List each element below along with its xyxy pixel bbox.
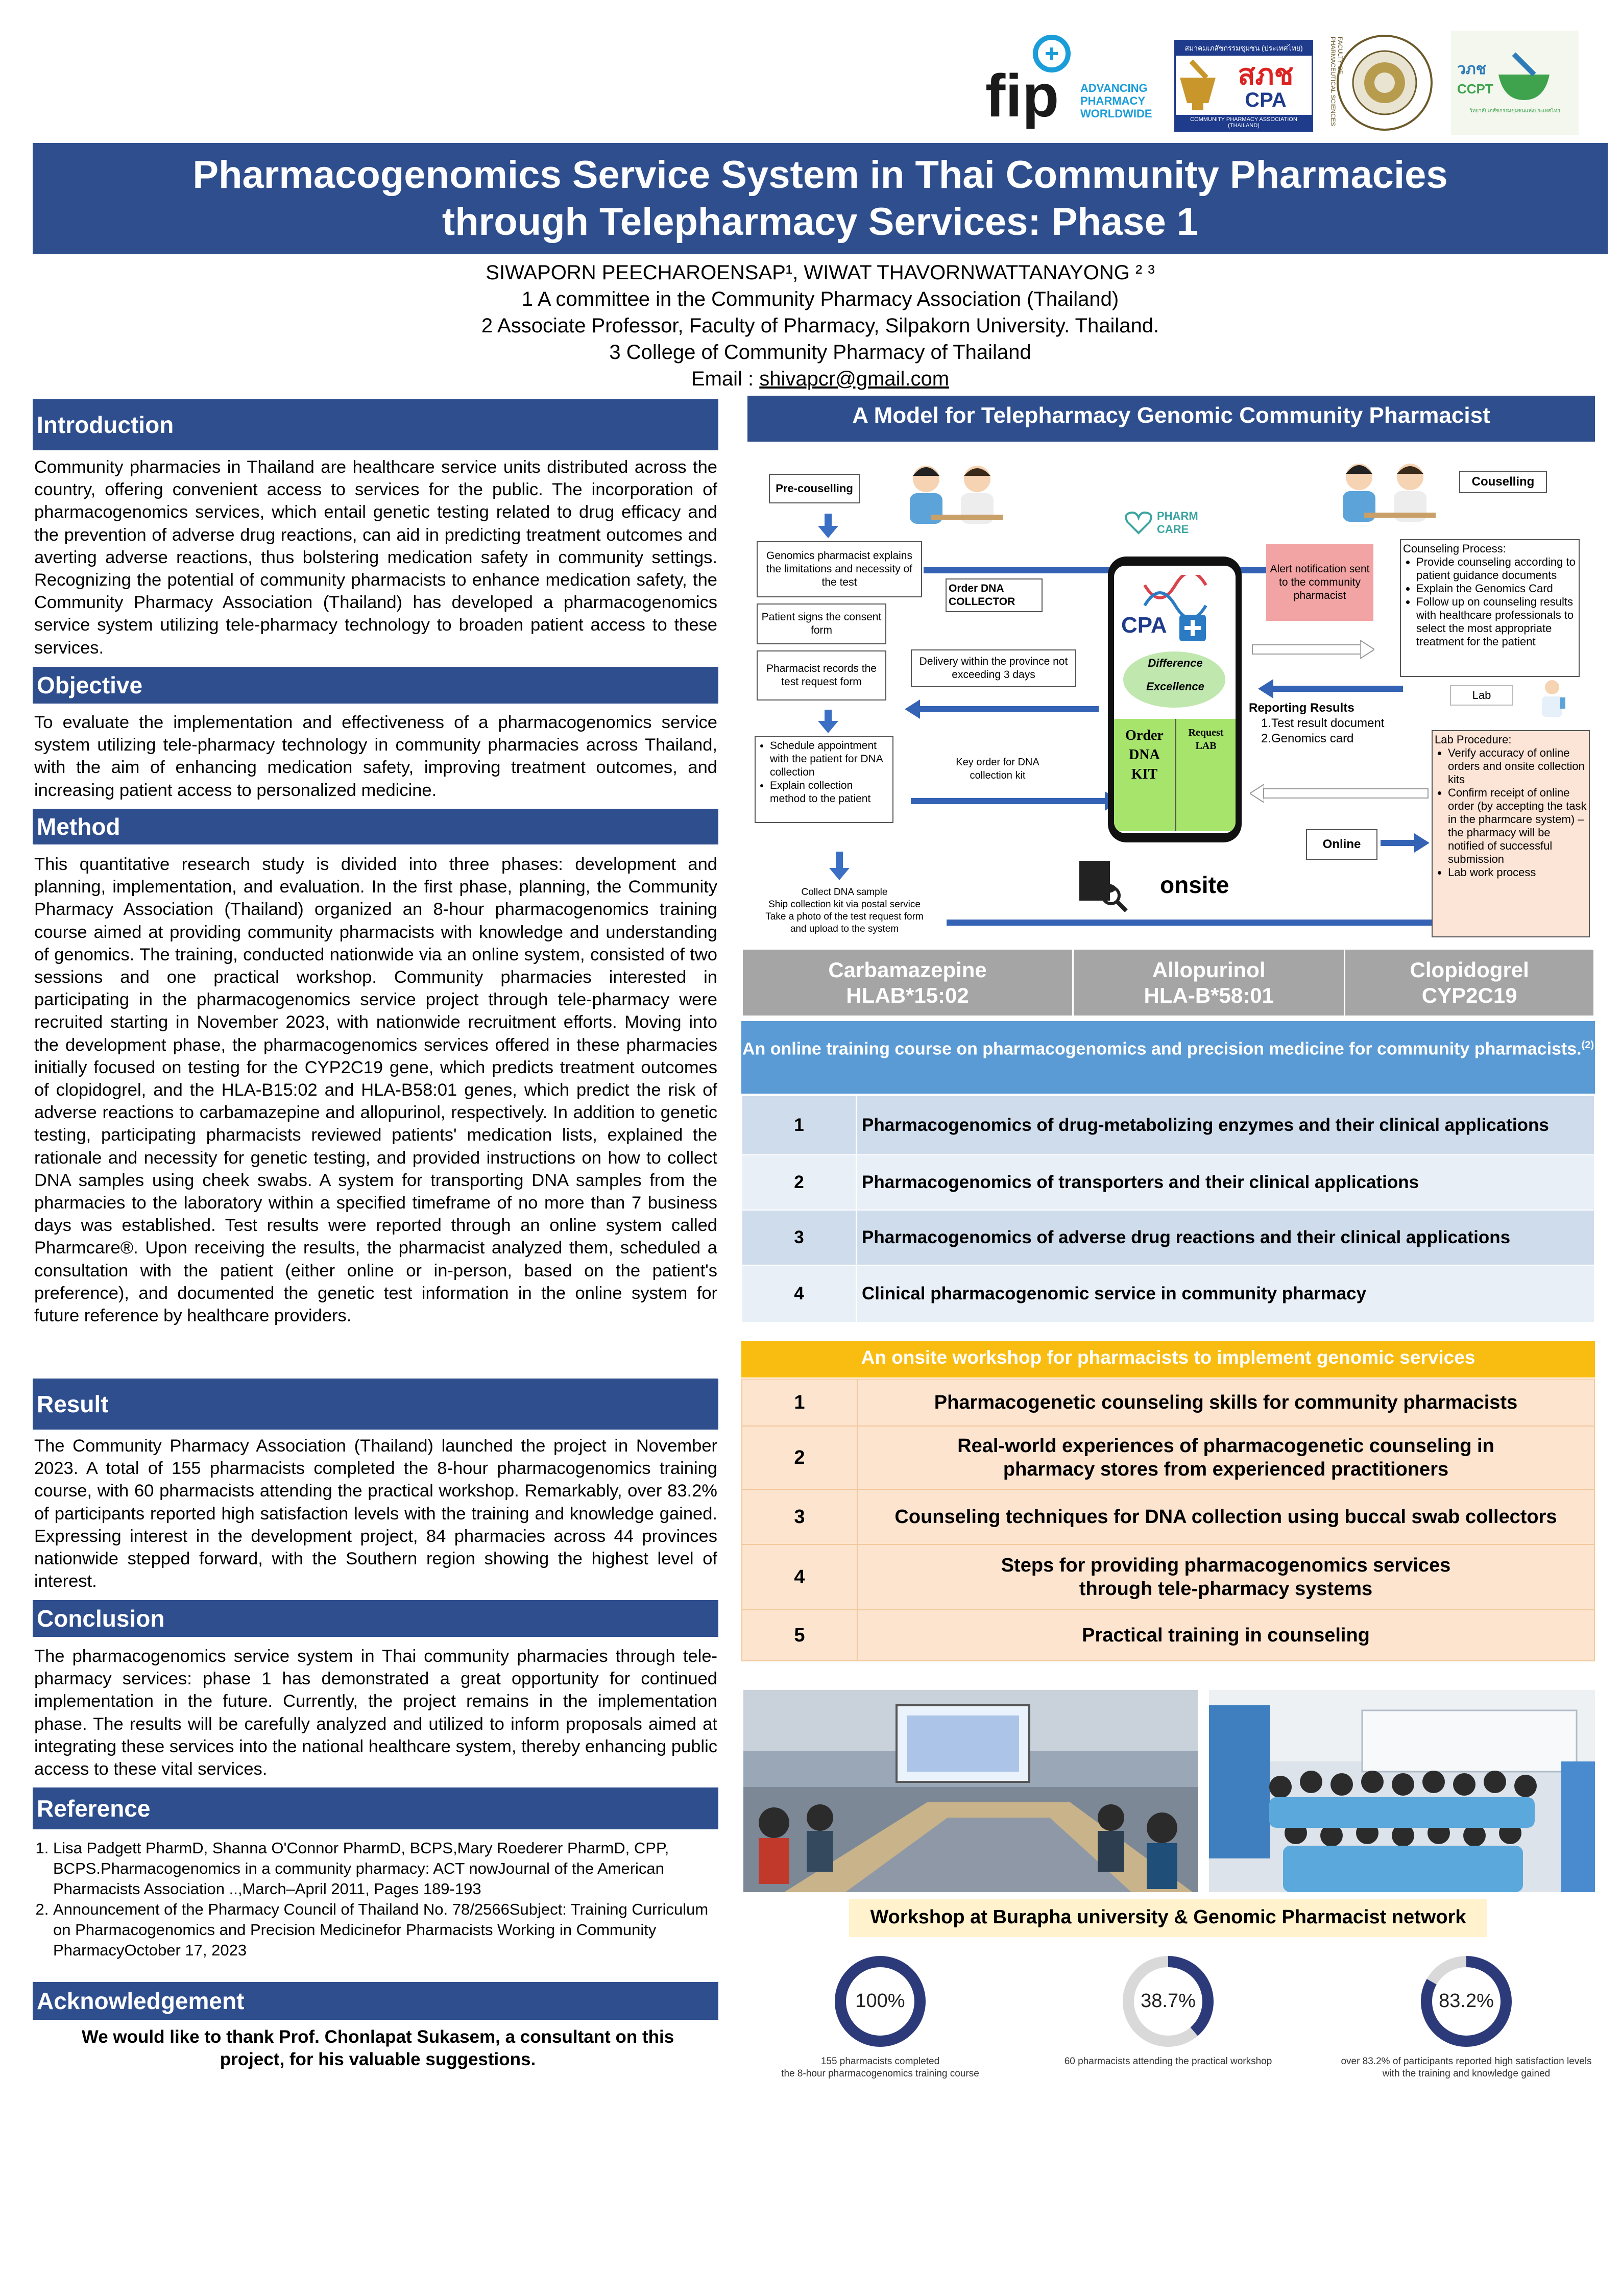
objective-text: To evaluate the implementation and effectiveness of a pharmacogenomics service system utilizing tele-pharmacy technology in community pharmacies across Thailand, with the aim of enhancing medication safety, improving treatment outcomes, and increasing patient access to personalized medicine. xyxy=(34,713,717,800)
lab-procedure-item: • Confirm receipt of online order (by accepting the task in the pharmcare system) – the pharmacy will be notified of successful submission xyxy=(1448,786,1587,866)
counselling-label: Couselling xyxy=(1459,471,1547,493)
dna-helix-icon xyxy=(1140,575,1211,616)
collect-dna-line: Take a photo of the test request form xyxy=(765,911,924,922)
fip-tagline: ADVANCING PHARMACY WORLDWIDE xyxy=(1080,82,1152,120)
table-row xyxy=(742,1610,1594,1661)
online-course-heading-text: An online training course on pharmacogenomics and precision medicine for community pharmacists. xyxy=(742,1039,1582,1059)
stat-caption-line: the 8-hour pharmacogenomics training course xyxy=(781,2068,979,2079)
row-text: Counseling techniques for DNA collection using buccal swab collectors xyxy=(857,1489,1594,1544)
cpa-bottom-text: COMMUNITY PHARMACY ASSOCIATION (THAILAND) xyxy=(1176,115,1312,130)
stat-value: 83.2% xyxy=(1439,1990,1494,2012)
down-arrow xyxy=(818,710,838,733)
patient-signs-step: Patient signs the consent form xyxy=(757,603,886,644)
reference-list xyxy=(33,1838,718,1961)
phone-slogan-line: Excellence xyxy=(1146,680,1204,693)
pre-counselling-label: Pre-couselling xyxy=(769,474,860,503)
row-number: 2 xyxy=(742,1155,856,1210)
order-dna-collector-step: Order DNA COLLECTOR xyxy=(946,578,1043,612)
stat-caption-line: with the training and knowledge gained xyxy=(1382,2068,1551,2079)
online-course-table xyxy=(741,1095,1595,1323)
counselling-illustration xyxy=(1334,456,1441,528)
collect-dna-line: Collect DNA sample xyxy=(801,887,888,898)
reference-heading: Reference xyxy=(33,1787,718,1829)
row-text: Pharmacogenomics of transporters and their clinical applications xyxy=(856,1155,1594,1210)
stat-value: 38.7% xyxy=(1141,1990,1196,2012)
objective-heading: Objective xyxy=(33,667,718,704)
stat-caption-line: 60 pharmacists attending the practical workshop xyxy=(1064,2056,1272,2067)
row-number: 4 xyxy=(742,1265,856,1322)
group-photo xyxy=(1209,1690,1595,1892)
collect-dna-line: and upload to the system xyxy=(790,924,899,934)
method-heading: Method xyxy=(33,809,718,844)
schedule-item: • Explain collection method to the patient xyxy=(770,779,890,806)
mortar-pestle-icon xyxy=(1493,49,1555,105)
drug-cell xyxy=(1345,949,1594,1017)
stat-donut xyxy=(1420,1955,1512,2047)
schedule-step xyxy=(755,736,893,823)
poster-title-banner xyxy=(33,143,1608,254)
fip-logo xyxy=(985,31,1159,133)
ccpt-thai-text: วภช xyxy=(1457,60,1486,78)
stat-donut xyxy=(1122,1955,1214,2047)
gene-name: CYP2C19 xyxy=(1421,983,1517,1007)
pharmcare-badge xyxy=(1124,510,1213,536)
database-search-icon xyxy=(1074,858,1130,914)
stat-caption xyxy=(753,2056,1008,2080)
model-diagram xyxy=(747,443,1595,944)
table-row xyxy=(742,1426,1594,1489)
poster-title-line-1: Pharmacogenomics Service System in Thai Community Pharmacies xyxy=(192,153,1448,197)
online-course-heading-sup: (2) xyxy=(1581,1040,1594,1051)
model-heading: A Model for Telepharmacy Genomic Community Pharmacist xyxy=(747,396,1595,442)
counseling-process-item: • Follow up on counseling results with healthcare professionals to select the most appropriate treatment for the patient xyxy=(1416,595,1577,648)
cpa-logo xyxy=(1174,40,1313,132)
drug-gene-table xyxy=(741,948,1595,1017)
online-label: Online xyxy=(1306,829,1377,860)
drug-name: Allopurinol xyxy=(1152,957,1266,982)
introduction-text: Community pharmacies in Thailand are healthcare service units distributed across the country, offering convenient access to services for the public. The incorporation of pharmacogenomics services, which entail genetic testing related to drug efficacy and the prevention of adverse drug reactions, can aid in predicting treatment outcomes and averting adverse reactions, thus bolstering medication safety in community settings. Recognizing the potential of community pharmacists to enhance medication safety, the Community Pharmacy Association (Thailand) has developed a pharmacogenomics service system utilizing tele-pharmacy technology to broaden patient access to these services. xyxy=(34,457,717,658)
down-arrow xyxy=(829,852,850,880)
collect-dna-line: Ship collection kit via postal service xyxy=(768,899,921,910)
row-number: 3 xyxy=(742,1489,857,1544)
schedule-item: • Schedule appointment with the patient for DNA collection xyxy=(770,739,890,779)
row-text: Practical training in counseling xyxy=(857,1610,1594,1661)
lab-procedure-box xyxy=(1432,730,1590,937)
conclusion-text: The pharmacogenomics service system in Thai community pharmacies through tele-pharmacy services: phase 1 has demonstrated a great opportunity for continued implementation in the future. Currently, the project remains in the implementation phase. The results will be carefully analyzed and utilized to inform proposals aimed at integrating these services into the national healthcare system, thereby enhancing public access to these vital services. xyxy=(34,1647,717,1779)
gene-name: HLA-B*58:01 xyxy=(1144,983,1274,1007)
reporting-item: 2.Genomics card xyxy=(1261,732,1354,745)
onsite-workshop-heading: An onsite workshop for pharmacists to implement genomic services xyxy=(741,1341,1595,1377)
counseling-process-title: Counseling Process: xyxy=(1403,542,1506,555)
collect-dna-note xyxy=(753,886,936,935)
table-row xyxy=(742,1544,1594,1610)
row-number: 1 xyxy=(742,1379,857,1426)
cpa-en-text: CPA xyxy=(1245,89,1287,111)
right-arrow xyxy=(911,795,1120,807)
lab-procedure-title: Lab Procedure: xyxy=(1435,733,1512,746)
lab-procedure-item: • Verify accuracy of online orders and onsite collection kits xyxy=(1448,746,1587,786)
row-text: Pharmacogenomics of adverse drug reactions and their clinical applications xyxy=(856,1210,1594,1265)
outline-left-arrow xyxy=(1250,784,1429,803)
table-row xyxy=(742,1379,1594,1426)
email-label: Email : xyxy=(691,368,760,390)
row-text: Pharmacogenetic counseling skills for community pharmacists xyxy=(857,1379,1594,1426)
delivery-note: Delivery within the province not exceeding 3 days xyxy=(911,649,1076,687)
gene-name: HLAB*15:02 xyxy=(846,983,969,1007)
reporting-results-box xyxy=(1247,698,1413,755)
cpa-thai-text: สภช xyxy=(1238,58,1294,90)
row-text: Clinical pharmacogenomic service in community pharmacy xyxy=(856,1265,1594,1322)
phone-request-button[interactable]: Request LAB xyxy=(1175,719,1236,831)
reporting-item: 1.Test result document xyxy=(1261,716,1385,730)
stat-caption xyxy=(1313,2056,1619,2080)
table-row xyxy=(742,1265,1594,1322)
row-number: 4 xyxy=(742,1544,857,1610)
row-text: Pharmacogenomics of drug-metabolizing enzymes and their clinical applications xyxy=(856,1096,1594,1155)
down-arrow xyxy=(818,514,838,538)
ccpt-sub-text: วิทยาลัยเภสัชกรรมชุมชนแห่งประเทศไทย xyxy=(1469,108,1560,114)
left-arrow xyxy=(1258,683,1403,694)
introduction-heading: Introduction xyxy=(33,399,718,450)
drug-name: Carbamazepine xyxy=(828,957,987,982)
conclusion-heading: Conclusion xyxy=(33,1600,718,1637)
key-order-note: Key order for DNA collection kit xyxy=(956,757,1039,781)
pharmacist-patient-illustration xyxy=(901,458,1008,530)
phone-cpa-text: CPA xyxy=(1121,613,1167,638)
pharmcare-text: PHARM CARE xyxy=(1157,510,1198,536)
affiliation-3: 3 College of Community Pharmacy of Thailand xyxy=(609,341,1031,364)
pharmacist-records-step: Pharmacist records the test request form xyxy=(757,650,886,700)
drug-cell xyxy=(1073,949,1345,1017)
reference-item: 2. Announcement of the Pharmacy Council of Thailand No. 78/2566Subject: Training Curriculum on Pharmacogenomics and Precision Medicinefor Pharmacists Working in Community PharmacyOctober 17, 2023 xyxy=(53,1899,718,1961)
lab-procedure-item: • Lab work process xyxy=(1448,866,1587,879)
workshop-room-photo xyxy=(743,1690,1198,1892)
acknowledgement-heading: Acknowledgement xyxy=(33,1982,718,2020)
acknowledgement-text: We would like to thank Prof. Chonlapat Sukasem, a consultant on this project, for his valuable suggestions. xyxy=(81,2027,674,2069)
stat-caption xyxy=(1041,2056,1296,2068)
result-text: The Community Pharmacy Association (Thailand) launched the project in November 2023. A total of 155 pharmacists completed the 8-hour pharmacogenomics training course, with 60 pharmacists attending the practical workshop. Remarkably, over 83.2% of participants reported high satisfaction levels with the training and knowledge gained. Expressing interest in the development project, 84 pharmacies across 44 provinces nationwide stepped forward, with the Southern region showing the highest level of interest. xyxy=(34,1436,717,1591)
fip-wordmark: fip xyxy=(985,62,1059,130)
counseling-process-item: • Explain the Genomics Card xyxy=(1416,582,1577,595)
stat-caption-line: 155 pharmacists completed xyxy=(820,2056,940,2067)
author-names: SIWAPORN PEECHAROENSAP¹, WIWAT THAVORNWATTANAYONG ² ³ xyxy=(486,261,1155,284)
table-row xyxy=(742,1489,1594,1544)
table-row xyxy=(742,1096,1594,1155)
reporting-title: Reporting Results xyxy=(1249,701,1354,715)
poster-title-line-2: through Telepharmacy Services: Phase 1 xyxy=(442,200,1199,244)
method-text: This quantitative research study is divided into three phases: development and planning, implementation, and evaluation. In the first phase, planning, the Community Pharmacy Association (Thailand) organized an 8-hour pharmacogenomics training course aimed at providing community pharmacists with knowledge and understanding of genomics. The training, conducted nationwide via an online system, consisted of two sessions and one practical workshop. Community pharmacies interested in participating in the pharmacogenomics service project through tele-pharmacy were recruited starting in November 2023, with nationwide recruitment efforts. Moving into the development phase, the pharmacogenomics services offered in these pharmacies initially focused on testing for the CYP2C19 gene, which predicts treatment outcomes of clopidogrel, and the HLA-B15:02 and HLA-B58:01 genes, which predict the risk of adverse reactions to carbamazepine and allopurinol, respectively. In addition to genetic testing, participating pharmacists reviewed patients' medication lists, explained the rationale and necessity for genetic testing, and provided instructions on how to collect DNA samples using cheek swabs. A system for transporting DNA samples from the pharmacies to the laboratory within a specified timeframe of no more than 7 business days was established. Test results were reported through an online system called Pharmcare®. Upon receiving the results, the pharmacist analyzed them, scheduled a consultation with the patient (either online or in-person, based on the patient's preference), and documented the genetic test information in the online system for future reference by healthcare providers. xyxy=(34,855,717,1326)
stats-row xyxy=(741,1955,1595,2088)
row-number: 2 xyxy=(742,1426,857,1489)
onsite-label: onsite xyxy=(1160,872,1229,898)
stat-caption-line: over 83.2% of participants reported high satisfaction levels xyxy=(1341,2056,1592,2067)
lab-scientist-icon xyxy=(1532,677,1572,718)
drug-cell xyxy=(742,949,1073,1017)
authors-block xyxy=(33,259,1608,392)
row-number: 3 xyxy=(742,1210,856,1265)
counseling-process-box xyxy=(1400,539,1580,677)
right-arrow xyxy=(1381,837,1430,849)
online-course-heading xyxy=(741,1021,1595,1094)
ccpt-logo xyxy=(1451,31,1579,135)
left-arrow xyxy=(905,704,1099,715)
alert-notification: Alert notification sent to the community pharmacist xyxy=(1266,544,1373,621)
burapha-seal-logo xyxy=(1329,32,1436,134)
photos-caption: Workshop at Burapha university & Genomic Pharmacist network xyxy=(849,1899,1487,1937)
stat-donut xyxy=(834,1955,926,2047)
result-heading: Result xyxy=(33,1379,718,1430)
row-number: 1 xyxy=(742,1096,856,1155)
reference-item: 1. Lisa Padgett PharmD, Shanna O'Connor PharmD, BCPS,Mary Roederer PharmD, CPP, BCPS.Pharmacogenomics in a community pharmacy: ACT nowJournal of the American Pharmacists Association ..,March–April 2011, Pages 189-193 xyxy=(53,1838,718,1899)
heart-icon xyxy=(1124,511,1153,535)
ccpt-en-text: CCPT xyxy=(1457,81,1493,96)
row-text: Real-world experiences of pharmacogenetic counseling in pharmacy stores from experienced practitioners xyxy=(857,1426,1594,1489)
email-line xyxy=(33,366,1608,392)
genomics-pharmacist-step: Genomics pharmacist explains the limitations and necessity of the test xyxy=(757,541,922,597)
phone-slogan xyxy=(1124,657,1226,693)
mortar-icon xyxy=(1176,57,1220,113)
affiliation-1: 1 A committee in the Community Pharmacy Association (Thailand) xyxy=(521,288,1119,310)
drug-name: Clopidogrel xyxy=(1410,957,1529,982)
table-row xyxy=(742,1210,1594,1265)
table-row xyxy=(742,1155,1594,1210)
cpa-top-text: สมาคมเภสัชกรรมชุมชน (ประเทศไทย) xyxy=(1176,41,1312,56)
row-text: Steps for providing pharmacogenomics services through tele-pharmacy systems xyxy=(857,1544,1594,1610)
buu-name-text: FACULTY OF PHARMACEUTICAL SCIENCES xyxy=(1329,37,1344,126)
stat-value: 100% xyxy=(855,1990,905,2012)
email-link[interactable]: shivapcr@gmail.com xyxy=(759,368,950,390)
lab-label: Lab xyxy=(1450,685,1513,706)
counseling-process-item: • Provide counseling according to patient guidance documents xyxy=(1416,555,1577,582)
medical-cross-icon xyxy=(1177,613,1208,643)
phone-order-button[interactable]: Order DNA KIT xyxy=(1114,719,1175,831)
outline-right-arrow xyxy=(1252,640,1374,659)
onsite-workshop-table xyxy=(741,1379,1595,1661)
row-number: 5 xyxy=(742,1610,857,1661)
affiliation-2: 2 Associate Professor, Faculty of Pharmacy, Silpakorn University. Thailand. xyxy=(481,315,1159,337)
phone-slogan-line: Difference xyxy=(1148,657,1203,669)
smartphone-mockup xyxy=(1108,557,1242,842)
